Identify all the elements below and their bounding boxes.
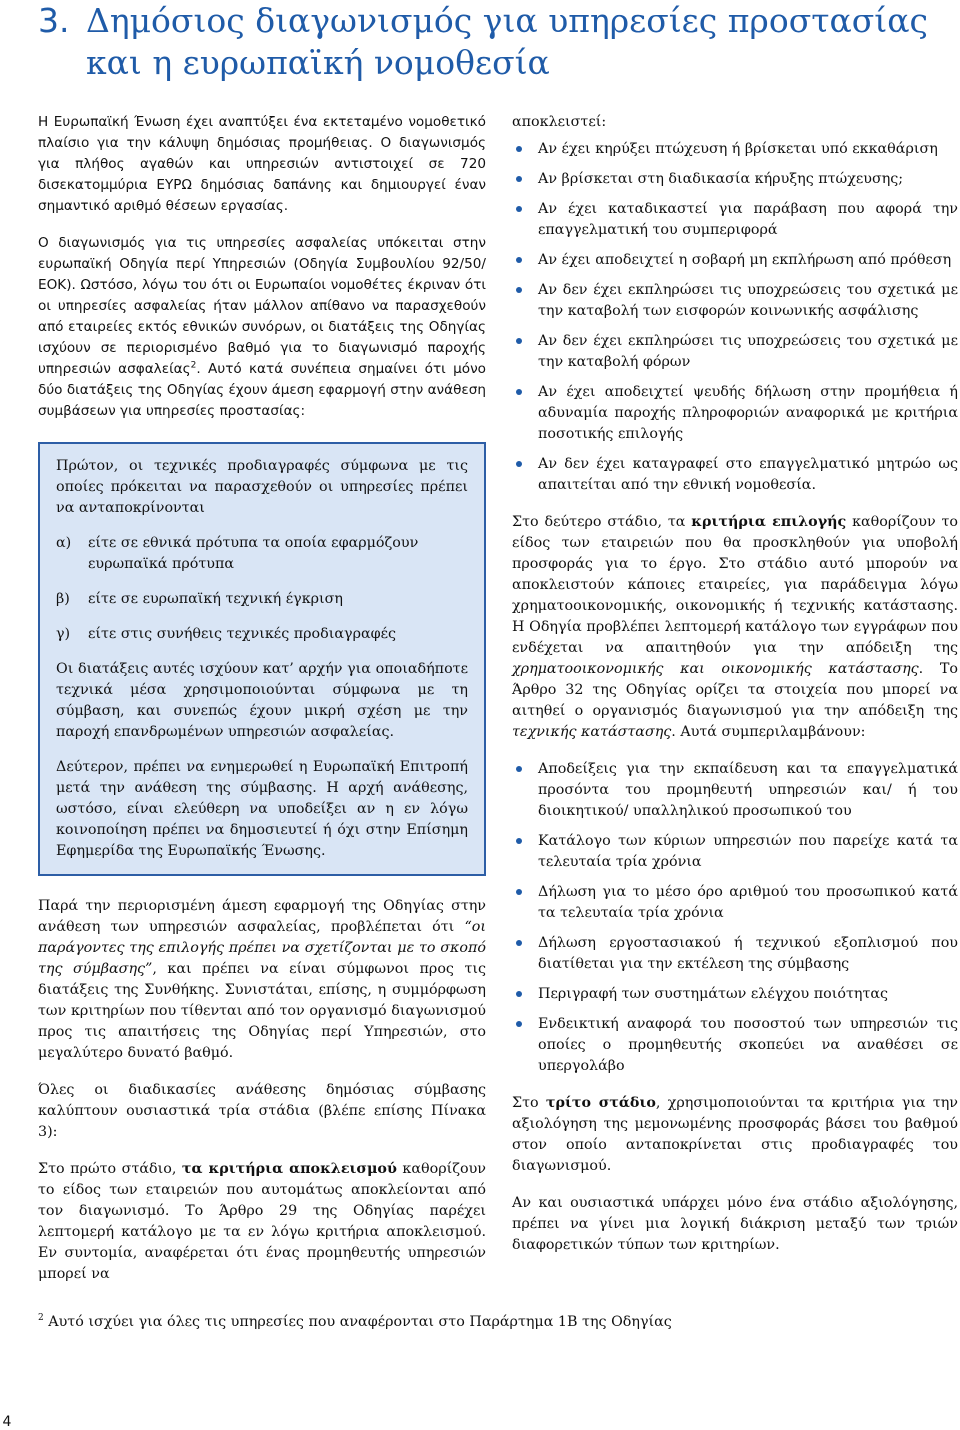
bullet-icon xyxy=(516,889,522,895)
box-intro: Πρώτον, οι τεχνικές προδιαγραφές σύμφωνα με τις οποίες πρόκειται να παρασχεθούν οι υπηρεσίες πρέπει να ανταποκρίνονται xyxy=(56,458,468,516)
services-directive-paragraph: Ο διαγωνισμός για τις υπηρεσίες ασφαλείας υπόκειται στην ευρωπαϊκή Οδηγία περί Υπηρεσιών (Οδηγία Συμβουλίου 92/50/ΕΟΚ). Ωστόσο, λόγω του ότι οι Ευρωπαίοι νομοθέτες έκριναν ότι οι υπηρεσίες ασφαλείας ήταν μάλλον απίθανο να παρασχεθούν από εταιρείες εκτός εθνικών συνόρων, οι διατάξεις της Οδηγίας ισχύουν σε περιορισμένο βαθμό για το διαγωνισμό παροχής υπηρεσιών ασφαλείας$^2$. Αυτό κατά συνέπεια σημαίνει ότι μόνο δύο διατάξεις της Οδηγίας έχουν άμεση εφαρμογή στην ανάθεση συμβάσεων για υπηρεσίες προστασίας: xyxy=(38,235,486,419)
footnote-divider xyxy=(38,1300,238,1301)
technical-evidence-list xyxy=(512,759,958,1077)
exclusion-lead: αποκλειστεί: xyxy=(512,114,607,130)
page-title xyxy=(38,0,938,84)
selection-factors-paragraph: Παρά την περιορισμένη άμεση εφαρμογή της Οδηγίας στην ανάθεση των υπηρεσιών ασφαλείας, προβλέπεται ότι “οι παράγοντες της επιλογής πρέπει να σχετίζονται με το σκοπό της σύμβασης”, και πρέπει να είναι σύμφωνοι προς τις διατάξεις της Συνθήκης. Συνιστάται, επίσης, η συμμόρφωση των κριτηρίων που τίθενται από τον οργανισμό διαγωνισμού προς τις απαιτήσεις της Οδηγίας περί Υπηρεσιών, στο μεγαλύτερο δυνατό βαθμό. xyxy=(38,898,486,1061)
left-column xyxy=(38,112,486,1301)
option-text: είτε σε εθνικά πρότυπα τα οποία εφαρμόζουν ευρωπαϊκά πρότυπα xyxy=(88,535,419,572)
bullet-icon xyxy=(516,1021,522,1027)
italic-term: χρηματοοικονομικής και οικονομικής κατάστασης xyxy=(512,661,919,677)
list-item: Αν έχει αποδειχτεί ψευδής δήλωση στην προμήθεια ή αδυναμία παροχής πληροφοριών αναφορικά με κριτήρια ποσοτικής επιλογής xyxy=(512,382,958,445)
bullet-icon xyxy=(516,176,522,182)
list-item: Δήλωση για το μέσο όρο αριθμού του προσωπικού κατά τα τελευταία τρία χρόνια xyxy=(512,882,958,924)
right-column xyxy=(512,112,958,1272)
list-item: Αν έχει αποδειχτεί η σοβαρή μη εκπλήρωση από πρόθεση xyxy=(512,250,958,271)
bold-term: τρίτο στάδιο xyxy=(545,1095,656,1111)
footnote-mark: 2 xyxy=(38,1313,44,1324)
box-second-paragraph: Δεύτερον, πρέπει να ενημερωθεί η Ευρωπαϊκή Επιτροπή μετά την ανάθεση της σύμβασης. Η αρχή ανάθεσης, ωστόσο, είναι ελεύθερη να υποδείξει αν η εν λόγω κοινοποίηση πρέπει να δημοσιευτεί ή όχι στην Επίσημη Εφημερίδα της Ευρωπαϊκής Ένωσης. xyxy=(56,759,468,859)
quote: “οι παράγοντες της επιλογής πρέπει να σχετίζονται με το σκοπό της σύμβασης” xyxy=(38,919,486,977)
list-item: Αν βρίσκεται στη διαδικασία κήρυξης πτώχευσης; xyxy=(512,169,958,190)
provisions-box xyxy=(38,442,486,876)
closing-paragraph: Αν και ουσιαστικά υπάρχει μόνο ένα στάδιο αξιολόγησης, πρέπει να γίνει μια λογική διάκριση μεταξύ των τριών διαφορετικών τύπων των κριτηρίων. xyxy=(512,1195,958,1253)
option-text: είτε σε ευρωπαϊκή τεχνική έγκριση xyxy=(88,591,343,607)
option-item xyxy=(56,533,468,575)
bullet-icon xyxy=(516,287,522,293)
page-number: 4 xyxy=(2,1414,12,1430)
title-line-1: Δημόσιος διαγωνισμός για υπηρεσίες προστασίας xyxy=(86,1,928,40)
exclusion-list xyxy=(512,139,958,496)
list-item: Αποδείξεις για την εκπαίδευση και τα επαγγελματικά προσόντα του προμηθευτή υπηρεσιών και/ ή του διοικητικού/ υπαλληλικού προσωπικού του xyxy=(512,759,958,822)
intro-paragraph: Η Ευρωπαϊκή Ένωση έχει αναπτύξει ένα εκτεταμένο νομοθετικό πλαίσιο για την κάλυψη δημόσιας προμήθειας. Ο διαγωνισμός για πλήθος αγαθών και υπηρεσιών αντιστοιχεί σε 720 δισεκατομμύρια ΕΥΡΩ δημόσιας δαπάνης και δημιουργεί έναν σημαντικό αριθμό θέσεων εργασίας. xyxy=(38,114,486,214)
bullet-icon xyxy=(516,146,522,152)
bullet-icon xyxy=(516,389,522,395)
section-number: 3. xyxy=(38,1,70,40)
italic-term: τεχνικής κατάστασης xyxy=(512,724,672,740)
third-stage-paragraph: Στο τρίτο στάδιο, χρησιμοποιούνται τα κριτήρια για την αξιολόγηση της μεμονωμένης προσφοράς βάσει του βαθμού στον οποίο ανταποκρίνεται στις προδιαγραφές του διαγωνισμού. xyxy=(512,1095,958,1174)
bold-term: κριτήρια επιλογής xyxy=(691,514,847,530)
list-item: Αν δεν έχει εκπληρώσει τις υποχρεώσεις του σχετικά με την καταβολή φόρων xyxy=(512,331,958,373)
option-label: γ) xyxy=(56,626,71,642)
list-item: Αν έχει κηρύξει πτώχευση ή βρίσκεται υπό εκκαθάριση xyxy=(512,139,958,160)
bullet-icon xyxy=(516,991,522,997)
second-stage-paragraph: Στο δεύτερο στάδιο, τα κριτήρια επιλογής καθορίζουν το είδος των εταιρειών που θα προσκληθούν για υποβολή προσφοράς για το έργο. Στο στάδιο αυτό μπορούν να αποκλειστούν κάποιες εταιρείες, για παράδειγμα λόγω χρηματοοικονομικής, οικονομικής ή τεχνικής κατάστασης. Η Οδηγία προβλέπει λεπτομερή κατάλογο των εγγράφων που ενδέχεται να απαιτηθούν για την απόδειξη της χρηματοοικονομικής και οικονομικής κατάστασης. Το Άρθρο 32 της Οδηγίας ορίζει τα στοιχεία που μπορεί να αιτηθεί ο οργανισμός διαγωνισμού για την απόδειξη της τεχνικής κατάστασης. Αυτά συμπεριλαμβάνουν: xyxy=(512,514,959,740)
option-item xyxy=(56,589,468,610)
footnote-text: Αυτό ισχύει για όλες τις υπηρεσίες που αναφέρονται στο Παράρτημα 1Β της Οδηγίας xyxy=(43,1314,672,1330)
option-label: α) xyxy=(56,535,72,551)
list-item: Αν έχει καταδικαστεί για παράβαση που αφορά την επαγγελματική του συμπεριφορά xyxy=(512,199,958,241)
bold-term: τα κριτήρια αποκλεισμού xyxy=(181,1161,397,1177)
list-item: Αν δεν έχει εκπληρώσει τις υποχρεώσεις του σχετικά με την καταβολή των εισφορών κοινωνικής ασφάλισης xyxy=(512,280,958,322)
option-item xyxy=(56,624,468,645)
list-item: Δήλωση εργοστασιακού ή τεχνικού εξοπλισμού που διατίθεται για την εκτέλεση της σύμβασης xyxy=(512,933,958,975)
bullet-icon xyxy=(516,461,522,467)
box-rules-paragraph: Οι διατάξεις αυτές ισχύουν κατ’ αρχήν για οποιαδήποτε τεχνικά μέσα χρησιμοποιούνται σύμφωνα με τη σύμβαση, και συνεπώς έχουν μικρή σχέση με την παροχή επανδρωμένων υπηρεσιών ασφαλείας. xyxy=(56,661,468,740)
bullet-icon xyxy=(516,940,522,946)
stages-paragraph: Όλες οι διαδικασίες ανάθεσης δημόσιας σύμβασης καλύπτουν ουσιαστικά τρία στάδια (βλέπε επίσης Πίνακα 3): xyxy=(38,1082,486,1140)
bullet-icon xyxy=(516,257,522,263)
list-item: Αν δεν έχει καταγραφεί στο επαγγελματικό μητρώο ως απαιτείται από την εθνική νομοθεσία. xyxy=(512,454,958,496)
list-item: Περιγραφή των συστημάτων ελέγχου ποιότητας xyxy=(512,984,958,1005)
title-line-2: και η ευρωπαϊκή νομοθεσία xyxy=(86,43,550,82)
list-item: Κατάλογο των κύριων υπηρεσιών που παρείχε κατά τα τελευταία τρία χρόνια xyxy=(512,831,958,873)
first-stage-paragraph: Στο πρώτο στάδιο, τα κριτήρια αποκλεισμού καθορίζουν το είδος των εταιρειών που αυτομάτως αποκλείονται από τον διαγωνισμό. Το Άρθρο 29 της Οδηγίας παρέχει λεπτομερή κατάλογο με τα εν λόγω κριτήρια αποκλεισμού. Εν συντομία, αναφέρεται ότι ένας προμηθευτής υπηρεσιών μπορεί να xyxy=(38,1161,486,1282)
bullet-icon xyxy=(516,338,522,344)
option-text: είτε στις συνήθεις τεχνικές προδιαγραφές xyxy=(88,626,397,642)
option-label: β) xyxy=(56,591,70,607)
list-item: Ενδεικτική αναφορά του ποσοστού των υπηρεσιών τις οποίες ο προμηθευτής σκοπεύει να αναθέσει σε υπεργολάβο xyxy=(512,1014,958,1077)
bullet-icon xyxy=(516,206,522,212)
footnote-ref: 2 xyxy=(190,360,197,371)
footnote xyxy=(38,1312,938,1332)
bullet-icon xyxy=(516,766,522,772)
bullet-icon xyxy=(516,838,522,844)
